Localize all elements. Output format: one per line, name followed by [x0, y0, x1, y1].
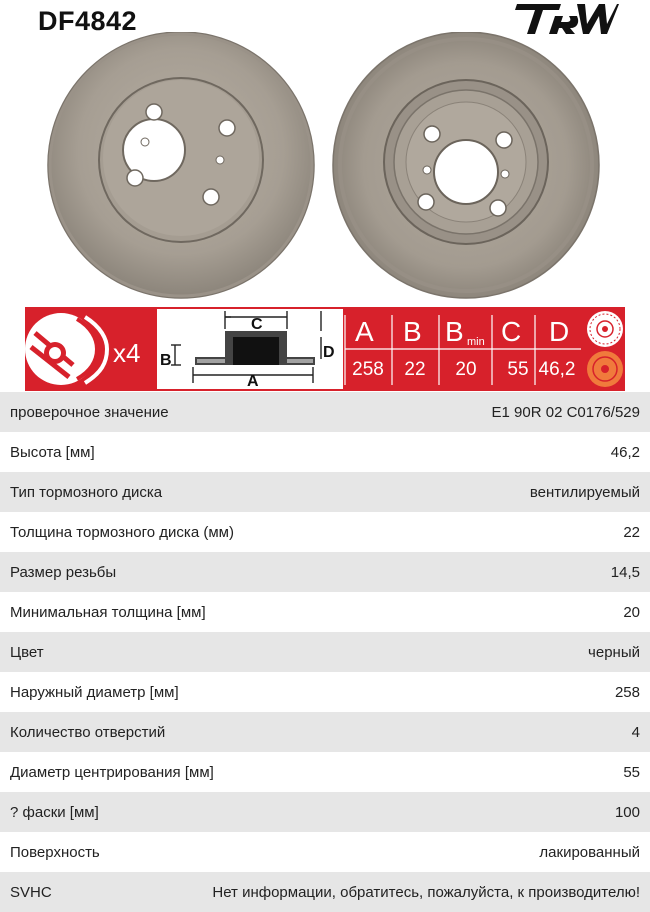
diagram-label-d: D [323, 344, 335, 361]
spec-label: Цвет [10, 643, 44, 661]
spec-label: Высота [мм] [10, 443, 95, 461]
spec-value: 55 [623, 763, 640, 781]
dim-label-a: A [355, 316, 374, 347]
spec-label: ? фаски [мм] [10, 803, 99, 821]
disc-rear-image [330, 32, 604, 302]
spec-label: проверочное значение [10, 403, 169, 421]
dimension-banner [25, 307, 625, 391]
spec-row-thickness [0, 512, 650, 552]
spec-value: 46,2 [610, 443, 640, 461]
spec-row-min-thickness [0, 592, 650, 632]
dim-label-d: D [549, 316, 570, 347]
dim-label-b: B [403, 316, 422, 347]
dim-value-a: 258 [352, 359, 384, 380]
spec-value: 258 [614, 683, 640, 701]
spec-label: Минимальная толщина [мм] [10, 603, 206, 621]
diagram-label-c: C [251, 316, 263, 333]
spec-row-svhc [0, 872, 650, 912]
spec-table [0, 392, 650, 912]
spec-value: Нет информации, обратитесь, пожалуйста, к производителю! [212, 883, 640, 901]
spec-value: 20 [623, 603, 640, 621]
dim-label-bmin: B [445, 316, 464, 347]
spec-row-color [0, 632, 650, 672]
spec-value: 22 [623, 523, 640, 541]
dim-label-c: C [501, 316, 522, 347]
spec-row-surface [0, 832, 650, 872]
disc-front-image [44, 32, 318, 302]
dim-value-bmin: 20 [455, 359, 477, 380]
dim-value-c: 55 [507, 359, 529, 380]
brake-disc-side-icon [25, 313, 107, 385]
diagram-label-a: A [247, 373, 259, 390]
spec-row-height [0, 432, 650, 472]
spec-value: черный [588, 643, 640, 661]
spec-label: Диаметр центрирования [мм] [10, 763, 214, 781]
spec-label: Размер резьбы [10, 563, 117, 581]
spec-row-thread-size [0, 552, 650, 592]
spec-value: вентилируемый [529, 483, 640, 501]
spec-label: Толщина тормозного диска (мм) [10, 523, 234, 541]
dim-value-b: 22 [404, 359, 426, 380]
part-number: DF4842 [38, 6, 138, 36]
spec-value: E1 90R 02 C0176/529 [491, 403, 640, 421]
disc-front-view-icon [587, 311, 623, 347]
spec-row-outer-diameter [0, 672, 650, 712]
spec-row-hole-count [0, 712, 650, 752]
spec-row-test-value [0, 392, 650, 432]
spec-value: 14,5 [610, 563, 640, 581]
quantity-text: x4 [113, 338, 141, 368]
spec-row-centering-diameter [0, 752, 650, 792]
dim-value-d: 46,2 [538, 359, 576, 380]
dim-label-bmin-sub: min [467, 336, 485, 348]
spec-label: SVHC [10, 883, 52, 901]
spec-label: Количество отверстий [10, 723, 166, 741]
spec-label: Тип тормозного диска [10, 483, 163, 501]
spec-row-disc-type [0, 472, 650, 512]
spec-label: Наружный диаметр [мм] [10, 683, 179, 701]
disc-rear-view-icon [587, 351, 623, 387]
spec-row-chamfer [0, 792, 650, 832]
spec-value: лакированный [539, 843, 640, 861]
spec-value: 4 [631, 723, 640, 741]
spec-label: Поверхность [10, 843, 100, 861]
spec-value: 100 [614, 803, 640, 821]
trw-logo [515, 2, 619, 36]
diagram-label-b: B [160, 352, 172, 369]
